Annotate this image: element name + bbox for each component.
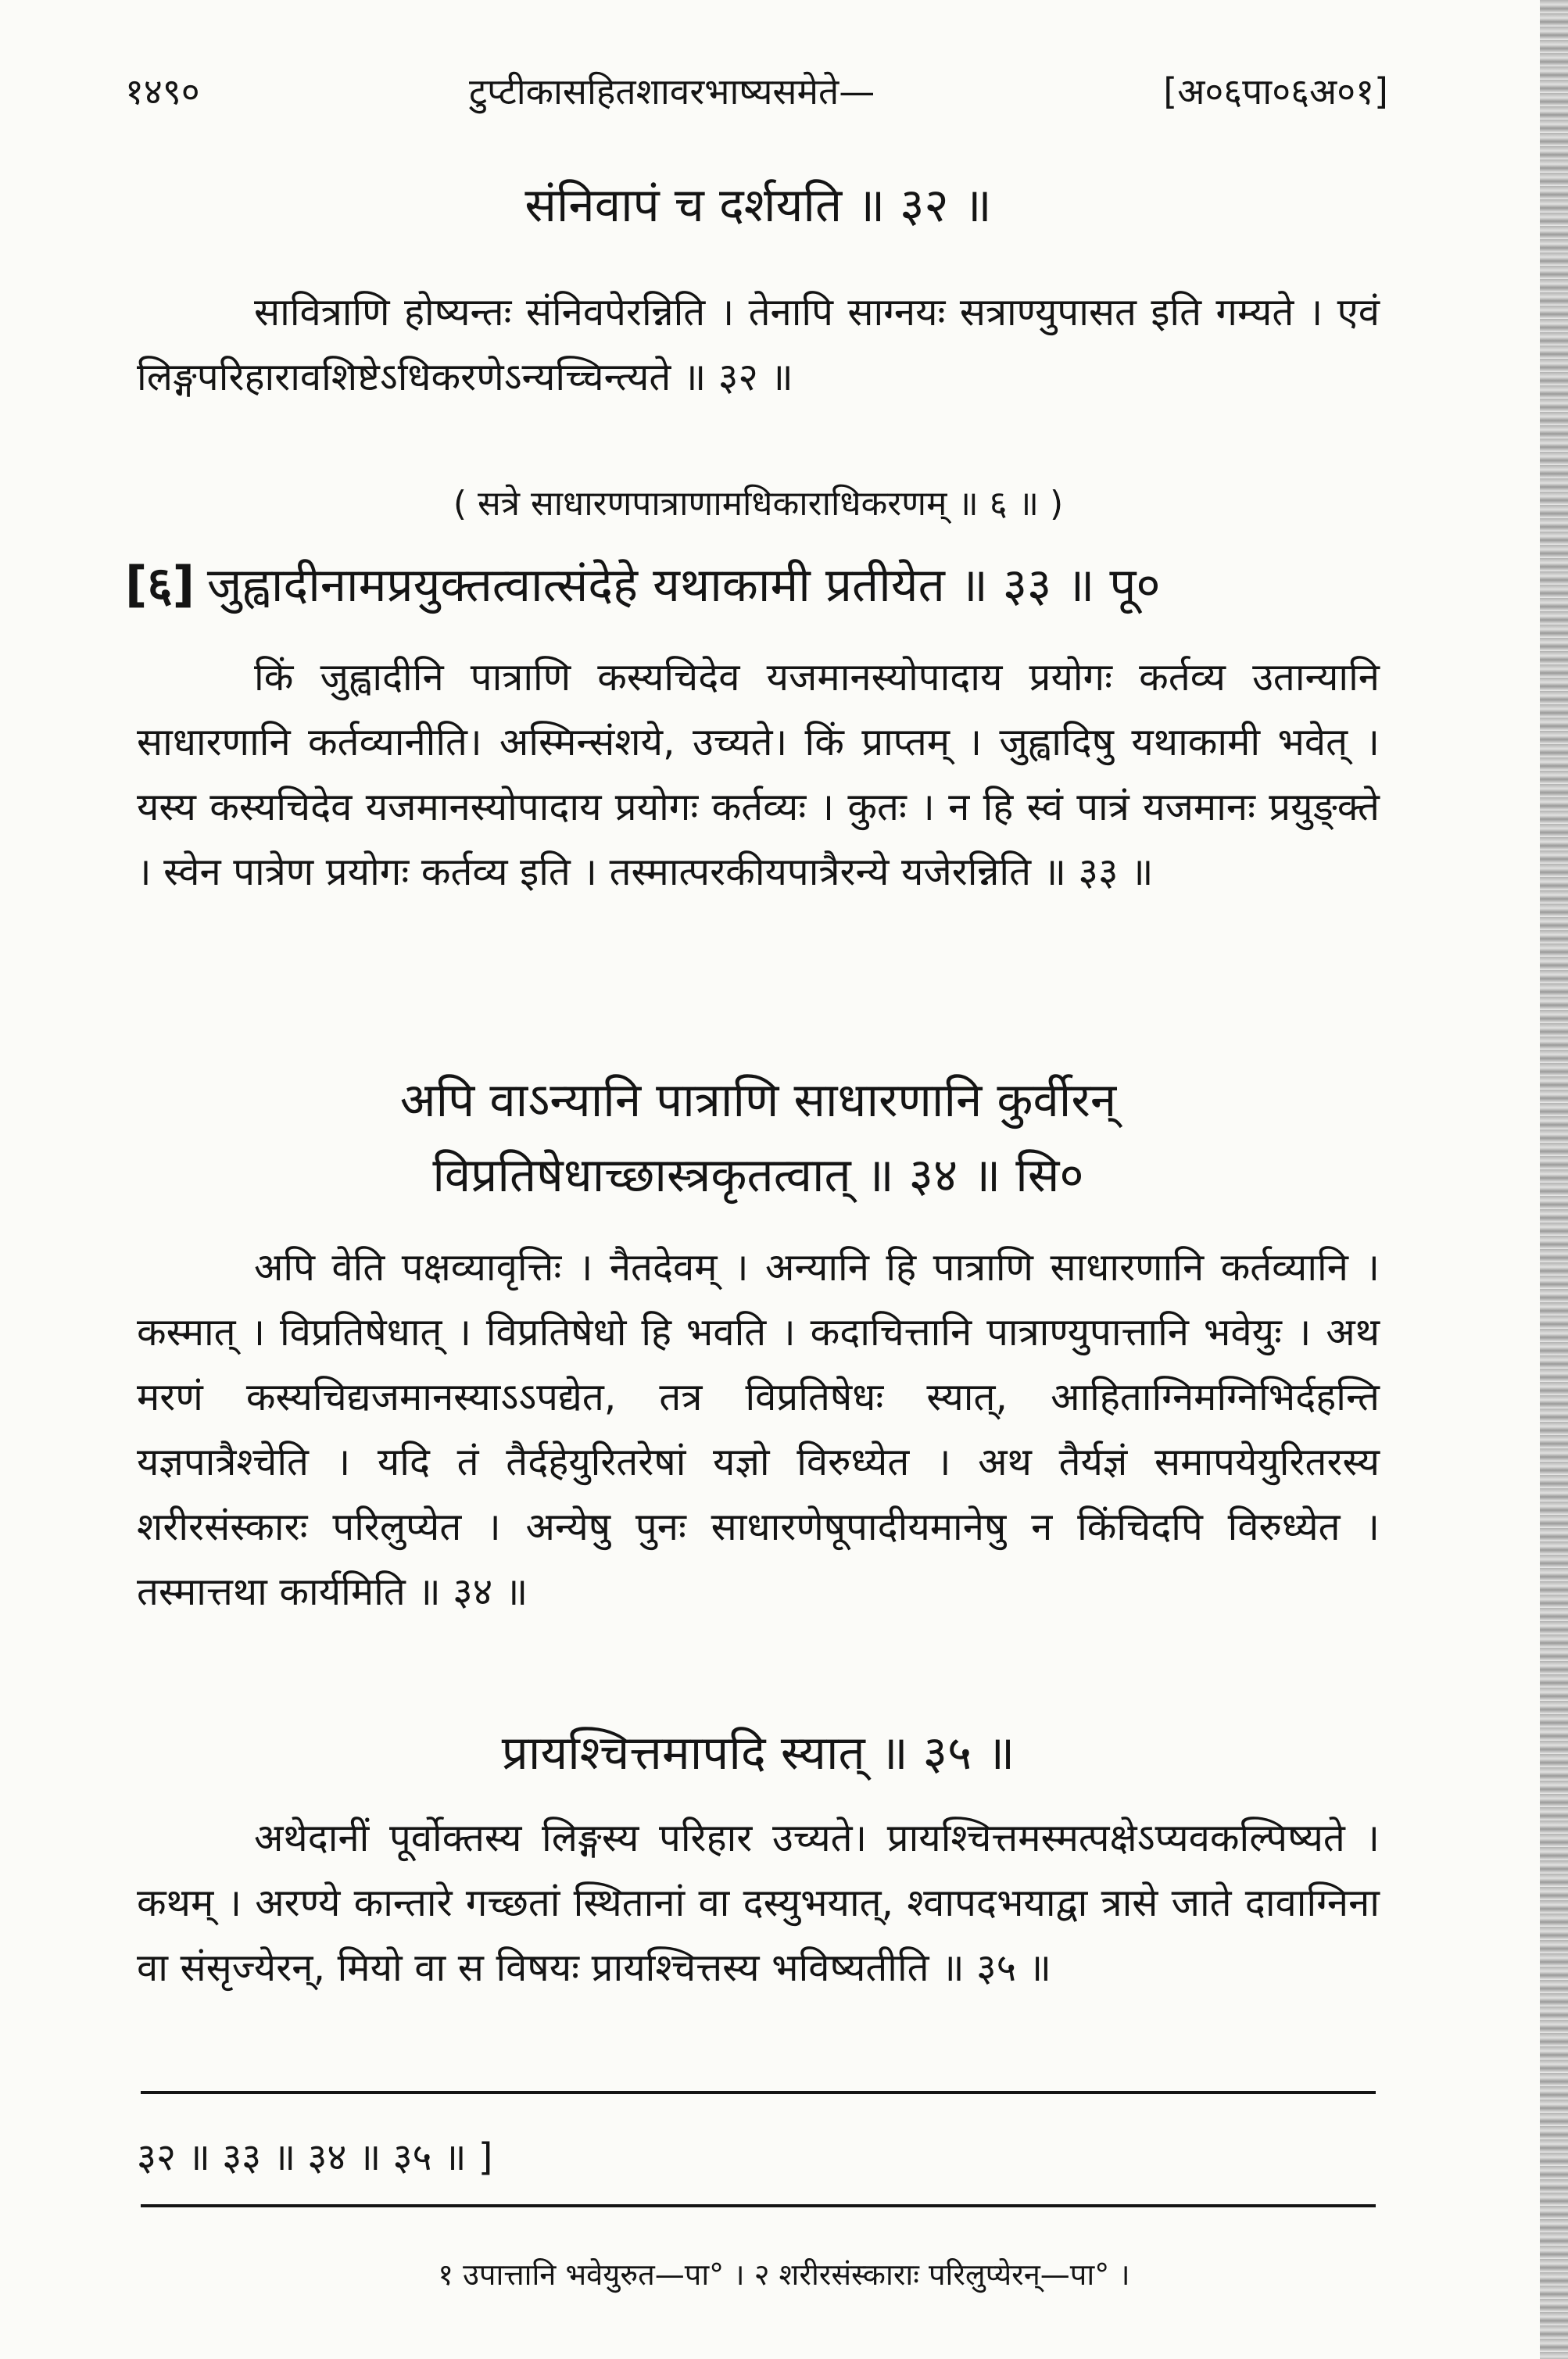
commentary-34-text: अपि वेति पक्षव्यावृत्तिः । नैतदेवम् । अन्यानि हि पात्राणि साधारणानि कर्तव्यानि । कस्मात् । विप्रतिषेधात् । विप्रतिषेधो हि भवति । कदाचित्तानि पात्राण्युपात्तानि भवेयुः । अथ मरणं कस्यचिद्यजमानस्याऽऽपद्येत, तत्र विप्रतिषेधः स्यात्, आहिताग्निमग्निभिर्दहन्ति यज्ञपात्रैश्चेति । यदि तं तैर्दहेयुरितरेषां यज्ञो विरुध्येत । अथ तैर्यज्ञं समापयेयुरितरस्य शरीरसंस्कारः परिलुप्येत । अन्येषु पुनः साधारणेषूपादीयमानेषु न किंचिदपि विरुध्येत । तस्मात्तथा कार्यमिति ॥ ३४ ॥	[137, 1245, 1380, 1614]
sutra-32-text: संनिवापं च दर्शयति ॥ ३२ ॥	[524, 178, 992, 233]
adhikarana-heading	[137, 478, 1380, 530]
sutra-34	[137, 1063, 1380, 1213]
sutra-33	[125, 547, 1391, 623]
commentary-32-text: सावित्राणि होष्यन्तः संनिवपेरन्निति । तेनापि साग्नयः सत्राण्युपासत इति गम्यते । एवं लिङ्गपरिहारावशिष्टेऽधिकरणेऽन्यच्चिन्त्यते ॥ ३२ ॥	[137, 290, 1380, 399]
commentary-35-text: अथेदानीं पूर्वोक्तस्य लिङ्गस्य परिहार उच्यते। प्रायश्चित्तमस्मत्पक्षेऽप्यवकल्पिष्यते । कथम् । अरण्ये कान्तारे गच्छतां स्थितानां वा दस्युभयात्, श्वापदभयाद्वा त्रासे जाते दावाग्निना वा संसृज्येरन्, मियो वा स विषयः प्रायश्चित्तस्य भविष्यतीति ॥ ३५ ॥	[137, 1816, 1380, 1990]
commentary-35	[137, 1806, 1380, 2000]
sutra-34-line-1: अपि वाऽन्यानि पात्राणि साधारणानि कुर्वीरन्	[399, 1073, 1117, 1128]
commentary-32	[137, 280, 1380, 410]
page-number: १४९०	[125, 70, 200, 113]
divider-rule-bottom	[141, 2204, 1376, 2207]
adhikarana-number: [६]	[125, 556, 195, 613]
sutra-33-text: जुह्वादीनामप्रयुक्तत्वात्संदेहे यथाकामी प्रतीयेत ॥ ३३ ॥ पू०	[206, 558, 1161, 613]
adhikarana-heading-text: ( सत्रे साधारणपात्राणामधिकाराधिकरणम् ॥ ६ ॥ )	[453, 484, 1064, 524]
section-reference: [अ०६पा०६अ०१]	[1163, 70, 1388, 113]
sutra-35	[137, 1716, 1380, 1791]
scanned-page-edge	[1540, 0, 1568, 2359]
sutra-reference-list: ३२ ॥ ३३ ॥ ३४ ॥ ३५ ॥ ]	[137, 2135, 493, 2179]
page-header	[125, 56, 1388, 127]
sutra-32	[137, 168, 1380, 243]
running-title: टुप्टीकासहितशावरभाष्यसमेते—	[469, 70, 875, 113]
commentary-34	[137, 1235, 1380, 1624]
commentary-33	[137, 645, 1380, 904]
footnotes: १ उपात्तानि भवेयुरुत—पा° । २ शरीरसंस्काराः परिलुप्येरन्—पा° ।	[438, 2257, 1130, 2292]
sutra-34-line-2: विप्रतिषेधाच्छास्त्रकृतत्वात् ॥ ३४ ॥ सि०	[432, 1148, 1084, 1203]
sutra-35-text: प्रायश्चित्तमापदि स्यात् ॥ ३५ ॥	[501, 1726, 1015, 1781]
commentary-33-text: किं जुह्वादीनि पात्राणि कस्यचिदेव यजमानस्योपादाय प्रयोगः कर्तव्य उतान्यानि साधारणानि कर्तव्यानीति। अस्मिन्संशये, उच्यते। किं प्राप्तम् । जुह्वादिषु यथाकामी भवेत् । यस्य कस्यचिदेव यजमानस्योपादाय प्रयोगः कर्तव्यः । कुतः । न हि स्वं पात्रं यजमानः प्रयुङ्क्ते । स्वेन पात्रेण प्रयोगः कर्तव्य इति । तस्मात्परकीयपात्रैरन्ये यजेरन्निति ॥ ३३ ॥	[137, 655, 1380, 894]
divider-rule-top	[141, 2091, 1376, 2094]
